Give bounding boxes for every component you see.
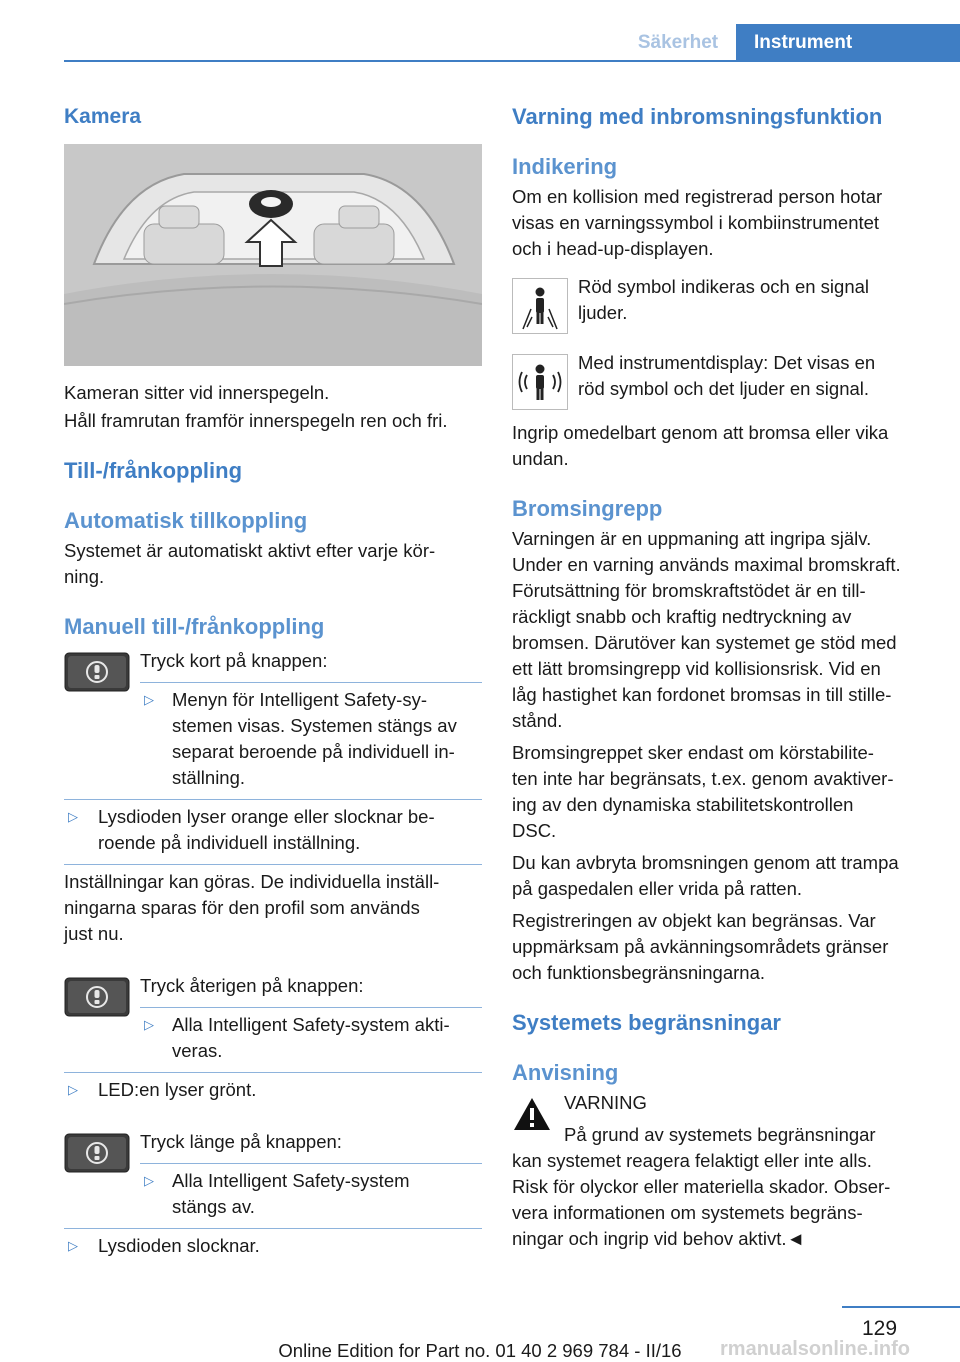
long-press-block bbox=[64, 1129, 482, 1220]
brake-line: ett lätt bromsingrepp vid kollisionsrisk. Vid en bbox=[512, 658, 881, 679]
separator bbox=[64, 864, 482, 865]
camera-paragraph-1: Kameran sitter vid innerspegeln. bbox=[64, 382, 330, 403]
registration-line: och funktionsbegränsningarna. bbox=[512, 962, 766, 983]
action-line-2: undan. bbox=[512, 448, 569, 469]
warning-label: VARNING bbox=[564, 1092, 647, 1113]
settings-line-1: Inställningar kan göras. De individuella inställ- bbox=[64, 871, 440, 892]
left-column bbox=[64, 100, 482, 1259]
warning-triangle-icon bbox=[512, 1096, 552, 1132]
camera-heading: Kamera bbox=[64, 105, 142, 128]
icon2-line-1: Med instrumentdisplay: Det visas en bbox=[578, 352, 876, 373]
limits-heading: Systemets begränsningar bbox=[512, 1010, 781, 1035]
brake-line: Förutsättning för bromskraftstödet är en till- bbox=[512, 580, 866, 601]
brake-line: låg hastighet kan fordonet bromsas in till stille- bbox=[512, 684, 892, 705]
indication-line-1: Om en kollision med registrerad person hotar bbox=[512, 186, 883, 207]
press-short-text: Tryck kort på knappen: bbox=[140, 650, 328, 671]
bullet-item bbox=[64, 804, 482, 856]
footer-rule bbox=[842, 1306, 960, 1308]
separator bbox=[64, 1072, 482, 1073]
warning-line: vera informationen om systemets begräns- bbox=[512, 1202, 863, 1223]
pedestrian-signal-icon bbox=[512, 354, 568, 410]
warning-line: kan systemet reagera felaktigt eller inte alls. bbox=[512, 1150, 872, 1171]
bullet-triangle-icon: ▷ bbox=[68, 809, 78, 824]
bullet-line: Lysdioden slocknar. bbox=[98, 1235, 260, 1256]
safety-button-icon bbox=[64, 1133, 130, 1173]
registration-line: Registreringen av objekt kan begränsas. Var bbox=[512, 910, 876, 931]
bullet-triangle-icon: ▷ bbox=[144, 692, 154, 707]
press-again-block bbox=[64, 973, 482, 1064]
bullet-line: Alla Intelligent Safety-system akti- bbox=[172, 1014, 450, 1035]
icon1-line-2: ljuder. bbox=[578, 302, 628, 323]
bullet-triangle-icon: ▷ bbox=[68, 1238, 78, 1253]
brake-line: Varningen är en uppmaning att ingripa själv. bbox=[512, 528, 872, 549]
page-number: 129 bbox=[862, 1317, 898, 1340]
icon2-line-2: röd symbol och det ljuder en signal. bbox=[578, 378, 870, 399]
cancel-line: på gaspedalen eller vrida på ratten. bbox=[512, 878, 803, 899]
icon-row-1 bbox=[512, 274, 932, 350]
registration-line: uppmärksam på avkänningsområdets gränser bbox=[512, 936, 889, 957]
right-column bbox=[512, 100, 932, 1252]
edition-footer: Online Edition for Part no. 01 40 2 969 784 - II/16 bbox=[278, 1340, 682, 1361]
safety-button-icon bbox=[64, 652, 130, 692]
auto-line-1: Systemet är automatiskt aktivt efter varje kör- bbox=[64, 540, 436, 561]
brake2-line: Bromsingreppet sker endast om körstabilite- bbox=[512, 742, 874, 763]
bullet-line: stemen visas. Systemen stängs av bbox=[172, 715, 457, 736]
note-heading: Anvisning bbox=[512, 1060, 619, 1085]
bullet-triangle-icon: ▷ bbox=[144, 1017, 154, 1032]
bullet-item bbox=[140, 687, 482, 791]
warning-line: ningar och ingrip vid behov aktivt.◄ bbox=[512, 1228, 805, 1249]
brake2-line: DSC. bbox=[512, 820, 557, 841]
warning-line-1: På grund av systemets begränsningar bbox=[564, 1124, 876, 1145]
bullet-line: Alla Intelligent Safety-system bbox=[172, 1170, 410, 1191]
bullet-line: LED:en lyser grönt. bbox=[98, 1079, 257, 1100]
brake-line: bromsen. Därutöver kan systemet ge stöd med bbox=[512, 632, 897, 653]
camera-photo bbox=[64, 144, 482, 366]
header-rule bbox=[64, 60, 960, 62]
bullet-item bbox=[140, 1168, 482, 1220]
safety-button-icon bbox=[64, 977, 130, 1017]
header-tab-active: Instrument bbox=[736, 24, 960, 62]
toggle-heading: Till-/frånkoppling bbox=[64, 458, 243, 483]
separator bbox=[64, 799, 482, 800]
press-long-text: Tryck länge på knappen: bbox=[140, 1131, 342, 1152]
icon1-line-1: Röd symbol indikeras och en signal bbox=[578, 276, 870, 297]
indication-line-2: visas en varningssymbol i kombiinstrumentet bbox=[512, 212, 880, 233]
bullet-line: Menyn för Intelligent Safety-sy- bbox=[172, 689, 427, 710]
bullet-item bbox=[64, 1077, 482, 1103]
warning-block bbox=[512, 1090, 932, 1148]
bullet-item bbox=[140, 1012, 482, 1064]
brake-line: Under en varning används maximal bromskraft. bbox=[512, 554, 901, 575]
bullet-line: veras. bbox=[172, 1040, 223, 1061]
separator bbox=[64, 1228, 482, 1229]
bullet-line: Lysdioden lyser orange eller slocknar be- bbox=[98, 806, 435, 827]
camera-paragraph-2: Håll framrutan framför innerspegeln ren och fri. bbox=[64, 410, 448, 431]
brake-line: räckligt snabb och kraftig nedtryckning av bbox=[512, 606, 852, 627]
separator bbox=[140, 1163, 482, 1164]
auto-heading: Automatisk tillkoppling bbox=[64, 508, 308, 533]
icon-row-2 bbox=[512, 350, 932, 420]
bullet-triangle-icon: ▷ bbox=[68, 1082, 78, 1097]
settings-line-3: just nu. bbox=[64, 923, 124, 944]
indication-line-3: och i head-up-displayen. bbox=[512, 238, 714, 259]
brake2-line: ing av den dynamiska stabilitetskontrollen bbox=[512, 794, 854, 815]
bullet-line: separat beroende på individuell in- bbox=[172, 741, 455, 762]
warning-heading: Varning med inbromsningsfunktion bbox=[512, 104, 883, 129]
action-line-1: Ingrip omedelbart genom att bromsa eller vika bbox=[512, 422, 889, 443]
cancel-line: Du kan avbryta bromsningen genom att trampa bbox=[512, 852, 899, 873]
separator bbox=[140, 1007, 482, 1008]
header-tab-section: Säkerhet bbox=[637, 32, 719, 53]
settings-line-2: ningarna sparas för den profil som används bbox=[64, 897, 420, 918]
bullet-line: roende på individuell inställning. bbox=[98, 832, 361, 853]
pedestrian-warning-icon bbox=[512, 278, 568, 334]
brake-heading: Bromsingrepp bbox=[512, 496, 663, 521]
bullet-item bbox=[64, 1233, 482, 1259]
rear-window-camera-illustration bbox=[64, 144, 482, 366]
watermark: rmanualsonline.info bbox=[720, 1338, 911, 1360]
short-press-block bbox=[64, 648, 482, 791]
press-again-text: Tryck återigen på knappen: bbox=[140, 975, 364, 996]
bullet-triangle-icon: ▷ bbox=[144, 1173, 154, 1188]
auto-line-2: ning. bbox=[64, 566, 105, 587]
bullet-line: ställning. bbox=[172, 767, 246, 788]
warning-line: Risk för olyckor eller materiella skador. Obser- bbox=[512, 1176, 891, 1197]
brake-line: stånd. bbox=[512, 710, 563, 731]
bullet-line: stängs av. bbox=[172, 1196, 255, 1217]
manual-heading: Manuell till-/frånkoppling bbox=[64, 614, 325, 639]
separator bbox=[140, 682, 482, 683]
brake2-line: ten inte har begränsats, t.ex. genom avaktiver- bbox=[512, 768, 894, 789]
indication-heading: Indikering bbox=[512, 154, 618, 179]
